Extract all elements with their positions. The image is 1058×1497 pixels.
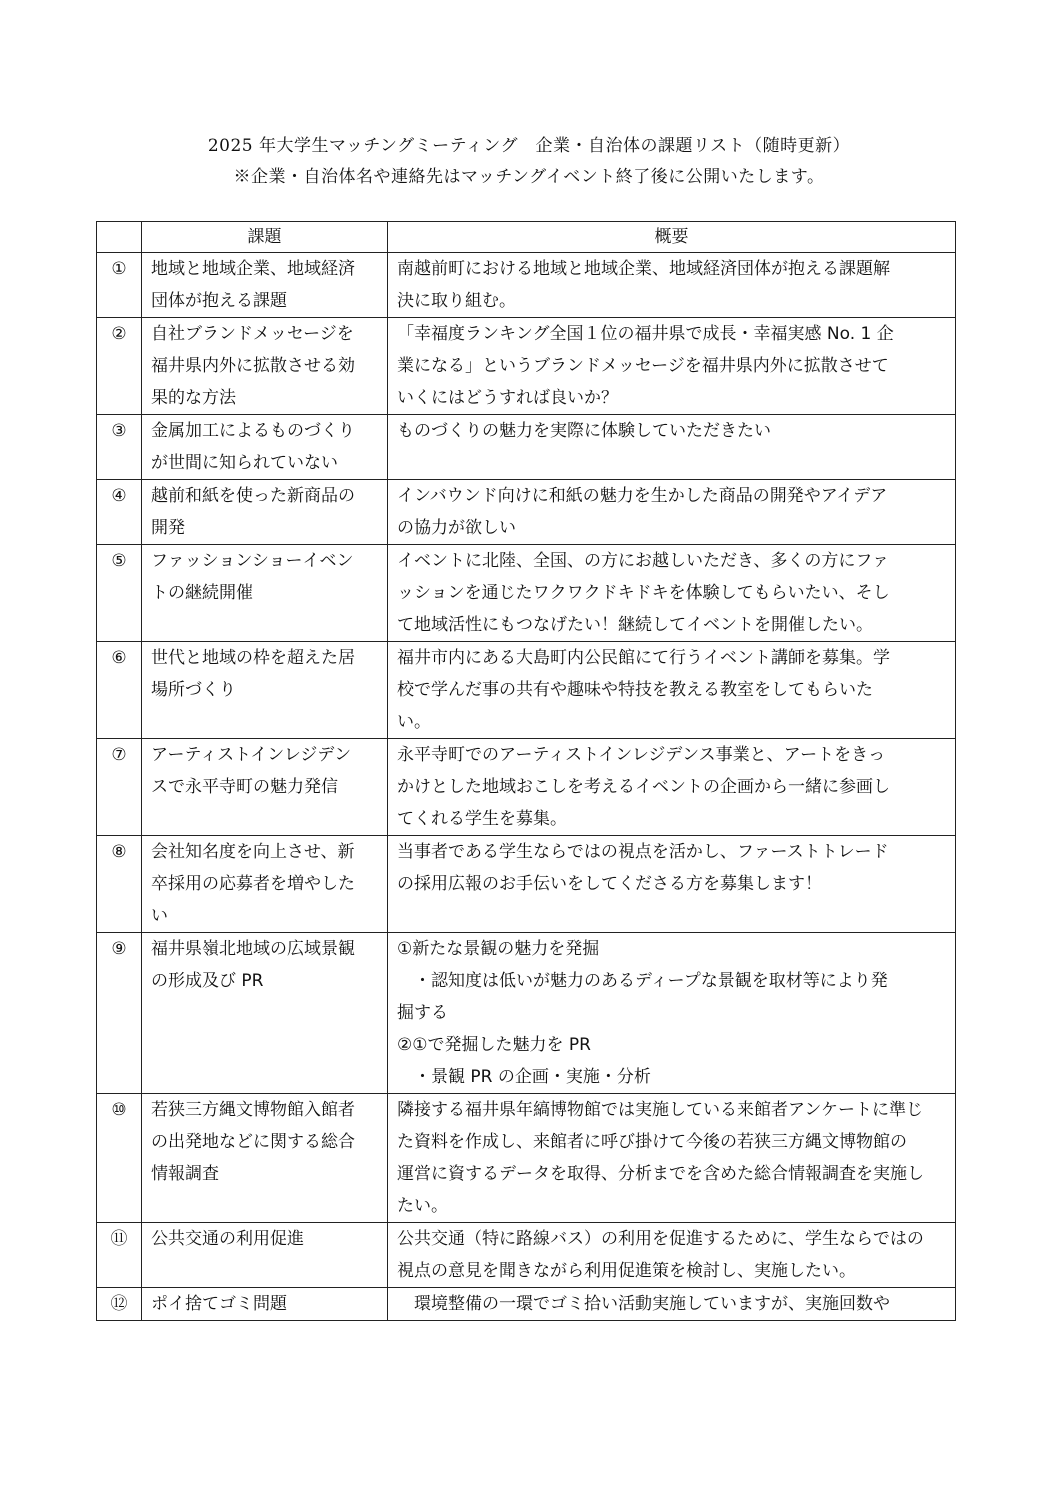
issue-cell bbox=[142, 318, 388, 415]
summary-line: 公共交通（特に路線バス）の利用を促進するために、学生ならではの bbox=[397, 1229, 924, 1249]
issue-cell bbox=[142, 1288, 388, 1321]
summary-line: たい。 bbox=[397, 1196, 448, 1216]
issue-line: い bbox=[151, 906, 168, 926]
issue-line: 金属加工によるものづくり bbox=[151, 421, 355, 441]
issue-line: 卒採用の応募者を増やした bbox=[151, 874, 355, 894]
row-number: ⑦ bbox=[97, 739, 142, 836]
row-number: ⑫ bbox=[97, 1288, 142, 1321]
summary-line: インバウンド向けに和紙の魅力を生かした商品の開発やアイデア bbox=[397, 486, 888, 506]
issue-cell bbox=[142, 253, 388, 318]
issue-line: 開発 bbox=[151, 518, 185, 538]
summary-line: 決に取り組む。 bbox=[397, 291, 516, 311]
summary-line: ・認知度は低いが魅力のあるディープな景観を取材等により発 bbox=[397, 971, 888, 991]
summary-cell bbox=[388, 642, 956, 739]
table-row bbox=[97, 739, 956, 836]
row-number: ⑧ bbox=[97, 836, 142, 933]
issue-line: スで永平寺町の魅力発信 bbox=[151, 777, 338, 797]
summary-line: 隣接する福井県年縞博物館では実施している来館者アンケートに準じ bbox=[397, 1100, 923, 1120]
summary-line: の採用広報のお手伝いをしてくださる方を募集します！ bbox=[397, 874, 822, 894]
issue-line: 情報調査 bbox=[151, 1164, 219, 1184]
summary-line: 当事者である学生ならではの視点を活かし、ファーストトレード bbox=[397, 842, 889, 862]
summary-line: かけとした地域おこしを考えるイベントの企画から一緒に参画し bbox=[397, 777, 890, 797]
table-header-row bbox=[97, 222, 956, 253]
row-number: ③ bbox=[97, 415, 142, 480]
issue-line: ポイ捨てゴミ問題 bbox=[151, 1294, 287, 1314]
summary-cell bbox=[388, 253, 956, 318]
issue-line: 場所づくり bbox=[151, 680, 236, 700]
summary-cell bbox=[388, 318, 956, 415]
summary-cell bbox=[388, 415, 956, 480]
table-row bbox=[97, 642, 956, 739]
issue-line: の出発地などに関する総合 bbox=[151, 1132, 355, 1152]
summary-cell bbox=[388, 836, 956, 933]
summary-line: 「幸福度ランキング全国１位の福井県で成長・幸福実感 No. 1 企 bbox=[397, 324, 894, 344]
summary-line: 永平寺町でのアーティストインレジデンス事業と、アートをきっ bbox=[397, 745, 886, 765]
summary-line: ものづくりの魅力を実際に体験していただきたい bbox=[397, 421, 771, 441]
issue-line: 団体が抱える課題 bbox=[151, 291, 287, 311]
issue-line: 地域と地域企業、地域経済 bbox=[151, 259, 355, 279]
summary-line: ②①で発掘した魅力を PR bbox=[397, 1035, 591, 1055]
issue-cell bbox=[142, 415, 388, 480]
issue-line: 会社知名度を向上させ、新 bbox=[151, 842, 355, 862]
summary-cell bbox=[388, 1094, 956, 1223]
issue-line: 越前和紙を使った新商品の bbox=[151, 486, 355, 506]
summary-line: イベントに北陸、全国、の方にお越しいただき、多くの方にファ bbox=[397, 551, 889, 571]
table-row bbox=[97, 318, 956, 415]
issue-line: 果的な方法 bbox=[151, 388, 236, 408]
header-summary: 概要 bbox=[388, 222, 956, 253]
issue-line: トの継続開催 bbox=[151, 583, 253, 603]
table-row bbox=[97, 415, 956, 480]
row-number: ⑩ bbox=[97, 1094, 142, 1223]
summary-cell bbox=[388, 480, 956, 545]
row-number: ⑥ bbox=[97, 642, 142, 739]
table-row bbox=[97, 480, 956, 545]
row-number: ② bbox=[97, 318, 142, 415]
summary-line: 業になる」というブランドメッセージを福井県内外に拡散させて bbox=[397, 356, 889, 376]
header-number bbox=[97, 222, 142, 253]
summary-line: ・景観 PR の企画・実施・分析 bbox=[397, 1067, 651, 1087]
table-row bbox=[97, 1094, 956, 1223]
issue-cell bbox=[142, 480, 388, 545]
issue-cell bbox=[142, 1094, 388, 1223]
summary-cell bbox=[388, 1223, 956, 1288]
row-number: ① bbox=[97, 253, 142, 318]
issue-cell bbox=[142, 836, 388, 933]
summary-line: 校で学んだ事の共有や趣味や特技を教える教室をしてもらいた bbox=[397, 680, 873, 700]
summary-line: 運営に資するデータを取得、分析までを含めた総合情報調査を実施し bbox=[397, 1164, 924, 1184]
table-row bbox=[97, 253, 956, 318]
issue-line: アーティストインレジデン bbox=[151, 745, 352, 765]
summary-line: 環境整備の一環でゴミ拾い活動実施していますが、実施回数や bbox=[397, 1294, 890, 1314]
issue-cell bbox=[142, 933, 388, 1094]
summary-line: て地域活性にもつなげたい！継続してイベントを開催したい。 bbox=[397, 615, 873, 635]
row-number: ④ bbox=[97, 480, 142, 545]
table-row bbox=[97, 1223, 956, 1288]
table-row bbox=[97, 1288, 956, 1321]
issue-line: 若狭三方縄文博物館入館者 bbox=[151, 1100, 355, 1120]
summary-line: 南越前町における地域と地域企業、地域経済団体が抱える課題解 bbox=[397, 259, 890, 279]
summary-line: の協力が欲しい bbox=[397, 518, 516, 538]
summary-line: た資料を作成し、来館者に呼び掛けて今後の若狭三方縄文博物館の bbox=[397, 1132, 907, 1152]
summary-line: 視点の意見を聞きながら利用促進策を検討し、実施したい。 bbox=[397, 1261, 856, 1281]
summary-line: 掘する bbox=[397, 1003, 448, 1023]
table-row bbox=[97, 933, 956, 1094]
summary-line: ッションを通じたワクワクドキドキを体験してもらいたい、そし bbox=[397, 583, 890, 603]
issue-line: が世間に知られていない bbox=[151, 453, 338, 473]
issue-cell bbox=[142, 642, 388, 739]
summary-cell bbox=[388, 739, 956, 836]
issues-table bbox=[96, 221, 956, 1321]
table-row bbox=[97, 545, 956, 642]
row-number: ⑤ bbox=[97, 545, 142, 642]
summary-cell bbox=[388, 933, 956, 1094]
summary-line: ①新たな景観の魅力を発掘 bbox=[397, 939, 600, 959]
issue-cell bbox=[142, 739, 388, 836]
summary-cell bbox=[388, 545, 956, 642]
summary-line: い。 bbox=[397, 712, 431, 732]
issue-line: 世代と地域の枠を超えた居 bbox=[151, 648, 355, 668]
summary-line: 福井市内にある大島町内公民館にて行うイベント講師を募集。学 bbox=[397, 648, 890, 668]
issue-line: 福井県内外に拡散させる効 bbox=[151, 356, 355, 376]
row-number: ⑨ bbox=[97, 933, 142, 1094]
issue-line: 公共交通の利用促進 bbox=[151, 1229, 304, 1249]
summary-line: いくにはどうすれば良いか？ bbox=[397, 388, 618, 408]
issue-line: ファッションショーイベン bbox=[151, 551, 354, 571]
document-notice: ※企業・自治体名や連絡先はマッチングイベント終了後に公開いたします。 bbox=[233, 167, 825, 187]
summary-line bbox=[397, 447, 947, 479]
issue-line: の形成及び PR bbox=[151, 971, 264, 991]
table-row bbox=[97, 836, 956, 933]
summary-cell bbox=[388, 1288, 956, 1321]
issue-line: 自社ブランドメッセージを bbox=[151, 324, 354, 344]
issue-cell bbox=[142, 545, 388, 642]
header-issue: 課題 bbox=[142, 222, 388, 253]
issues-table-body bbox=[97, 253, 956, 1321]
issue-line: 福井県嶺北地域の広域景観 bbox=[151, 939, 355, 959]
document-title: 2025 年大学生マッチングミーティング 企業・自治体の課題リスト（随時更新） bbox=[207, 136, 851, 156]
row-number: ⑪ bbox=[97, 1223, 142, 1288]
issue-cell bbox=[142, 1223, 388, 1288]
summary-line: てくれる学生を募集。 bbox=[397, 809, 567, 829]
